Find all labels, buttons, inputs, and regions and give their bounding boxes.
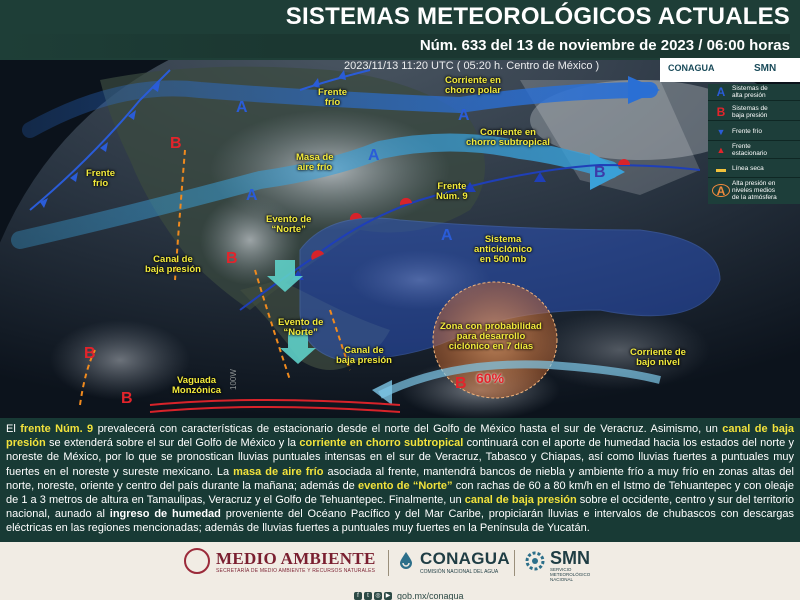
smn-title: SMN xyxy=(550,548,590,568)
low-pressure-1: B xyxy=(170,135,182,152)
legend-item-frente-frio xyxy=(708,124,800,141)
label-evento-norte-1: Evento de “Norte” xyxy=(266,214,312,235)
bulletin-subtitle: Núm. 633 del 13 de noviembre de 2023 / 06:00 horas xyxy=(0,34,790,58)
description-text: sobre el occidente, centro y sur del territorio nacional, aunado al xyxy=(6,494,794,521)
smn-gear-icon xyxy=(524,548,546,574)
social-links xyxy=(354,587,464,600)
conagua-logo xyxy=(392,544,512,580)
description-text: continuará con el aporte de humedad hacia los estados del norte y noreste de México, por lo que se pronostican lluvias puntuales intensas en el sur de Veracruz, Tabasco y Chiapas, así como lluvias fuertes a puntuales muy fuertes en el noreste y sureste mexicano. La xyxy=(6,437,794,478)
smn-logo-small: SMN xyxy=(754,63,777,74)
label-frente-num9: Frente Núm. 9 xyxy=(436,181,468,202)
dry-line-icon: ▬ xyxy=(716,164,726,175)
legend-label: Línea seca xyxy=(732,165,764,172)
description-text: asociada al frente, mantendrá bancos de niebla y ambiente frío a muy frío en zonas altas del norte, noreste, oriente y centro del país durante la mañana; además de xyxy=(6,465,794,492)
legend-label: Sistemas de alta presión xyxy=(732,85,768,99)
description-text: prevalecerá con características de estacionario desde el norte del Golfo de México hasta el sur de Veracruz. Asimismo, un xyxy=(93,423,723,435)
smn-logo xyxy=(520,544,630,580)
legend-item-alta xyxy=(708,84,800,101)
legend-label: Frente estacionario xyxy=(732,143,768,157)
legend-label: Frente frío xyxy=(732,128,762,135)
twitter-icon[interactable]: t xyxy=(364,592,372,600)
label-probabilidad: 60% xyxy=(476,370,505,386)
legend-item-alta-niveles-medios xyxy=(708,179,800,203)
highlight-term-white: ingreso de humedad xyxy=(109,508,221,521)
label-sistema-anticiclonico: Sistema anticiclónico en 500 mb xyxy=(474,234,533,265)
conagua-title: CONAGUA xyxy=(420,549,510,568)
conagua-logo-small: CONAGUA xyxy=(668,63,715,73)
high-pressure-1: A xyxy=(236,99,248,116)
label-vaguada-monzonica: Vaguada Monzónica xyxy=(172,375,222,396)
longitude-label: 100W xyxy=(229,369,238,390)
legend-label: Alta presión en niveles medios de la atmósfera xyxy=(732,180,777,201)
label-zona-ciclonica: Zona con probabilidad para desarrollo ciclónico en 7 días xyxy=(440,321,542,352)
label-frente-frio-nw: Frente frío xyxy=(86,168,116,189)
description-text: con rachas de 60 a 80 km/h en el Istmo de Tehuantepec y con oleaje de 1 a 3 metros de altura en Tamaulipas, Veracruz y el Golfo de Tehuantepec. Finalmente, un xyxy=(6,479,794,507)
legend-item-linea-seca xyxy=(708,161,800,178)
legend-item-baja xyxy=(708,104,800,121)
cold-front-icon: ▼ xyxy=(716,127,726,137)
medio-ambiente-title: MEDIO AMBIENTE xyxy=(216,549,376,568)
mid-level-high-icon: A xyxy=(712,184,730,197)
weather-map xyxy=(0,60,800,418)
highlight-term: canal de baja presión xyxy=(464,494,577,507)
low-pressure-2: B xyxy=(226,250,238,267)
highlight-term: masa de aire frío xyxy=(233,465,324,478)
water-drop-icon xyxy=(396,550,416,570)
label-corriente-bajo-nivel: Corriente de bajo nivel xyxy=(630,347,686,368)
high-pressure-2: A xyxy=(458,107,470,124)
label-chorro-polar: Corriente en chorro polar xyxy=(445,75,501,96)
footer-divider xyxy=(514,550,515,576)
low-pressure-3: B xyxy=(84,345,96,362)
label-frente-frio-ne: Frente frío xyxy=(318,87,348,108)
legend-item-frente-estacionario xyxy=(708,142,800,159)
mexico-emblem-icon xyxy=(184,548,210,574)
high-pressure-5: A xyxy=(441,227,453,244)
low-pressure-5: B xyxy=(455,375,467,392)
description-text: El xyxy=(6,423,21,435)
instagram-icon[interactable]: ◎ xyxy=(375,592,381,599)
medio-ambiente-subtitle: SECRETARÍA DE MEDIO AMBIENTE Y RECURSOS NATURALES xyxy=(216,568,376,574)
highlight-term: evento de “Norte” xyxy=(358,479,453,492)
highlight-term: frente Núm. 9 xyxy=(20,423,94,435)
legend-symbol: A xyxy=(716,85,726,99)
image-timestamp: 2023/11/13 11:20 UTC ( 05:20 h. Centro de México ) xyxy=(344,60,600,72)
description-text: proveniente del Océano Pacífico y del Mar Caribe, propiciarán lluvias e intervalos de chubascos con descargas eléctricas en las regiones mencionadas; además de lluvias fuertes a puntuales muy fuertes en la Península de Yucatán. xyxy=(6,508,795,535)
facebook-icon[interactable]: f xyxy=(354,592,362,600)
highlight-term: canal de baja presión xyxy=(6,423,795,450)
low-pressure-6: B xyxy=(594,164,606,181)
low-pressure-4: B xyxy=(121,390,133,407)
page-title: SISTEMAS METEOROLÓGICOS ACTUALES xyxy=(285,3,790,30)
label-masa-aire-frio: Masa de aire frío xyxy=(296,152,334,173)
footer xyxy=(0,542,800,600)
highlight-term: corriente en chorro subtropical xyxy=(299,437,464,450)
conagua-subtitle: COMISIÓN NACIONAL DEL AGUA xyxy=(420,569,499,575)
label-canal-baja-1: Canal de baja presión xyxy=(145,254,201,275)
header xyxy=(0,0,800,60)
high-pressure-3: A xyxy=(368,147,380,164)
forecast-description xyxy=(6,422,794,536)
top-logos xyxy=(660,58,800,82)
map-legend xyxy=(708,84,800,204)
footer-logos xyxy=(180,544,630,580)
legend-label: Sistemas de baja presión xyxy=(732,105,768,119)
legend-symbol: B xyxy=(716,105,726,119)
stationary-front-icon: ▲ xyxy=(716,145,726,155)
youtube-icon[interactable]: ▶ xyxy=(385,592,391,599)
footer-divider xyxy=(388,550,389,576)
smn-subtitle: SERVICIO METEOROLÓGICO NACIONAL xyxy=(550,567,591,582)
label-canal-baja-2: Canal de baja presión xyxy=(336,345,392,366)
high-pressure-4: A xyxy=(246,187,258,204)
medio-ambiente-logo xyxy=(180,544,390,580)
description-panel xyxy=(0,418,800,542)
website-link[interactable]: gob.mx/conagua xyxy=(397,590,464,600)
label-evento-norte-2: Evento de “Norte” xyxy=(278,317,324,338)
description-text: se extenderá sobre el sur del Golfo de México y la xyxy=(45,437,300,450)
label-chorro-subtropical: Corriente en chorro subtropical xyxy=(466,127,550,148)
